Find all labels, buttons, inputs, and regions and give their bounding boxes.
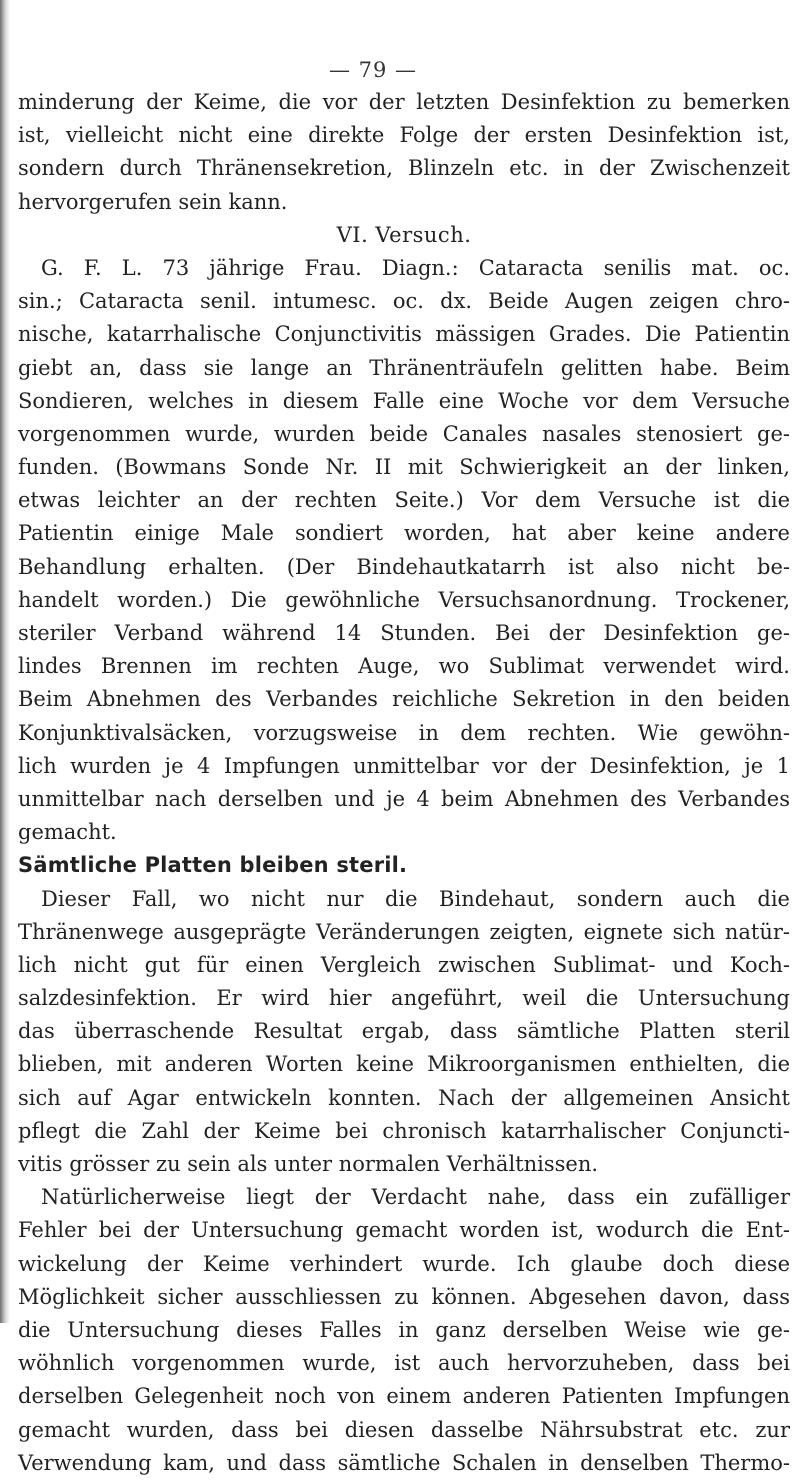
text-line: Verwendung kam, und dass sämtliche Schalen in denselben Thermo- — [18, 1450, 790, 1475]
page-binding-edge — [0, 0, 10, 1323]
text-line: lich nicht gut für einen Vergleich zwischen Sublimat- und Koch- — [18, 952, 790, 977]
text-line: Konjunktivalsäcken, vorzugsweise in dem rechten. Wie gewöhn- — [18, 720, 790, 745]
text-line: sich auf Agar entwickeln konnten. Nach der allgemeinen Ansicht — [18, 1085, 790, 1110]
section-heading: VI. Versuch. — [336, 222, 472, 247]
text-line: vitis grösser zu sein als unter normalen Verhältnissen. — [18, 1152, 599, 1176]
result-heading: Sämtliche Platten bleiben steril. — [18, 853, 408, 878]
page-number: — 79 — — [328, 58, 418, 82]
text-line: salzdesinfektion. Er wird hier angeführt, weil die Untersuchung — [18, 986, 790, 1011]
text-line: sondern durch Thränensekretion, Blinzeln etc. in der Zwischenzeit — [18, 156, 790, 181]
text-line: etwas leichter an der rechten Seite.) Vor dem Versuche ist die — [18, 488, 790, 513]
text-line: das überraschende Resultat ergab, dass sämtliche Platten steril — [18, 1019, 790, 1044]
text-line: lindes Brennen im rechten Auge, wo Sublimat verwendet wird. — [18, 654, 790, 679]
text-line: giebt an, dass sie lange an Thränenträufeln gelitten habe. Beim — [18, 355, 790, 380]
text-line: funden. (Bowmans Sonde Nr. II mit Schwierigkeit an der linken, — [18, 455, 790, 480]
text-line: unmittelbar nach derselben und je 4 beim Abnehmen des Verbandes — [18, 786, 790, 811]
text-line: handelt worden.) Die gewöhnliche Versuchsanordnung. Trockener, — [18, 587, 790, 612]
text-line: Möglichkeit sicher ausschliessen zu können. Abgesehen davon, dass — [18, 1284, 790, 1309]
text-line: vorgenommen wurde, wurden beide Canales nasales stenosiert ge- — [18, 421, 790, 446]
text-line: Beim Abnehmen des Verbandes reichliche Sekretion in den beiden — [18, 687, 790, 712]
text-line: gemacht wurden, dass bei diesen dasselbe Nährsubstrat etc. zur — [18, 1417, 790, 1442]
text-line: derselben Gelegenheit noch von einem anderen Patienten Impfungen — [18, 1384, 790, 1409]
text-line: sin.; Cataracta senil. intumesc. oc. dx. Beide Augen zeigen chro- — [18, 289, 790, 314]
text-line: nische, katarrhalische Conjunctivitis mässigen Grades. Die Patientin — [18, 322, 790, 347]
text-line: Dieser Fall, wo nicht nur die Bindehaut, sondern auch die — [41, 886, 790, 911]
text-line: Behandlung erhalten. (Der Bindehautkatarrh ist also nicht be- — [18, 554, 790, 579]
body-text — [18, 86, 790, 1480]
text-line: lich wurden je 4 Impfungen unmittelbar vor der Desinfektion, je 1 — [18, 753, 790, 778]
text-line: Patientin einige Male sondiert worden, hat aber keine andere — [18, 521, 790, 546]
text-line: minderung der Keime, die vor der letzten Desinfektion zu bemerken — [18, 90, 790, 114]
text-line: G. F. L. 73 jährige Frau. Diagn.: Cataracta senilis mat. oc. — [41, 255, 790, 280]
text-line: pflegt die Zahl der Keime bei chronisch katarrhalischer Conjuncti- — [18, 1118, 790, 1143]
text-line: Thränenwege ausgeprägte Veränderungen zeigten, eignete sich natür- — [18, 919, 790, 944]
text-line: hervorgerufen sein kann. — [18, 189, 288, 214]
text-line: gemacht. — [18, 820, 117, 845]
text-line: Natürlicherweise liegt der Verdacht nahe, dass ein zufälliger — [41, 1185, 790, 1210]
text-line: blieben, mit anderen Worten keine Mikroorganismen enthielten, die — [18, 1052, 790, 1077]
text-line: Sondieren, welches in diesem Falle eine Woche vor dem Versuche — [18, 388, 790, 413]
text-line: Fehler bei der Untersuchung gemacht worden ist, wodurch die Ent- — [18, 1218, 790, 1243]
text-line: steriler Verband während 14 Stunden. Bei der Desinfektion ge- — [18, 621, 790, 645]
text-line: wickelung der Keime verhindert wurde. Ich glaube doch diese — [18, 1251, 790, 1276]
text-line: wöhnlich vorgenommen wurde, ist auch hervorzuheben, dass bei — [18, 1351, 790, 1376]
text-line: die Untersuchung dieses Falles in ganz derselben Weise wie ge- — [18, 1317, 790, 1342]
text-line: ist, vielleicht nicht eine direkte Folge der ersten Desinfektion ist, — [18, 123, 790, 148]
